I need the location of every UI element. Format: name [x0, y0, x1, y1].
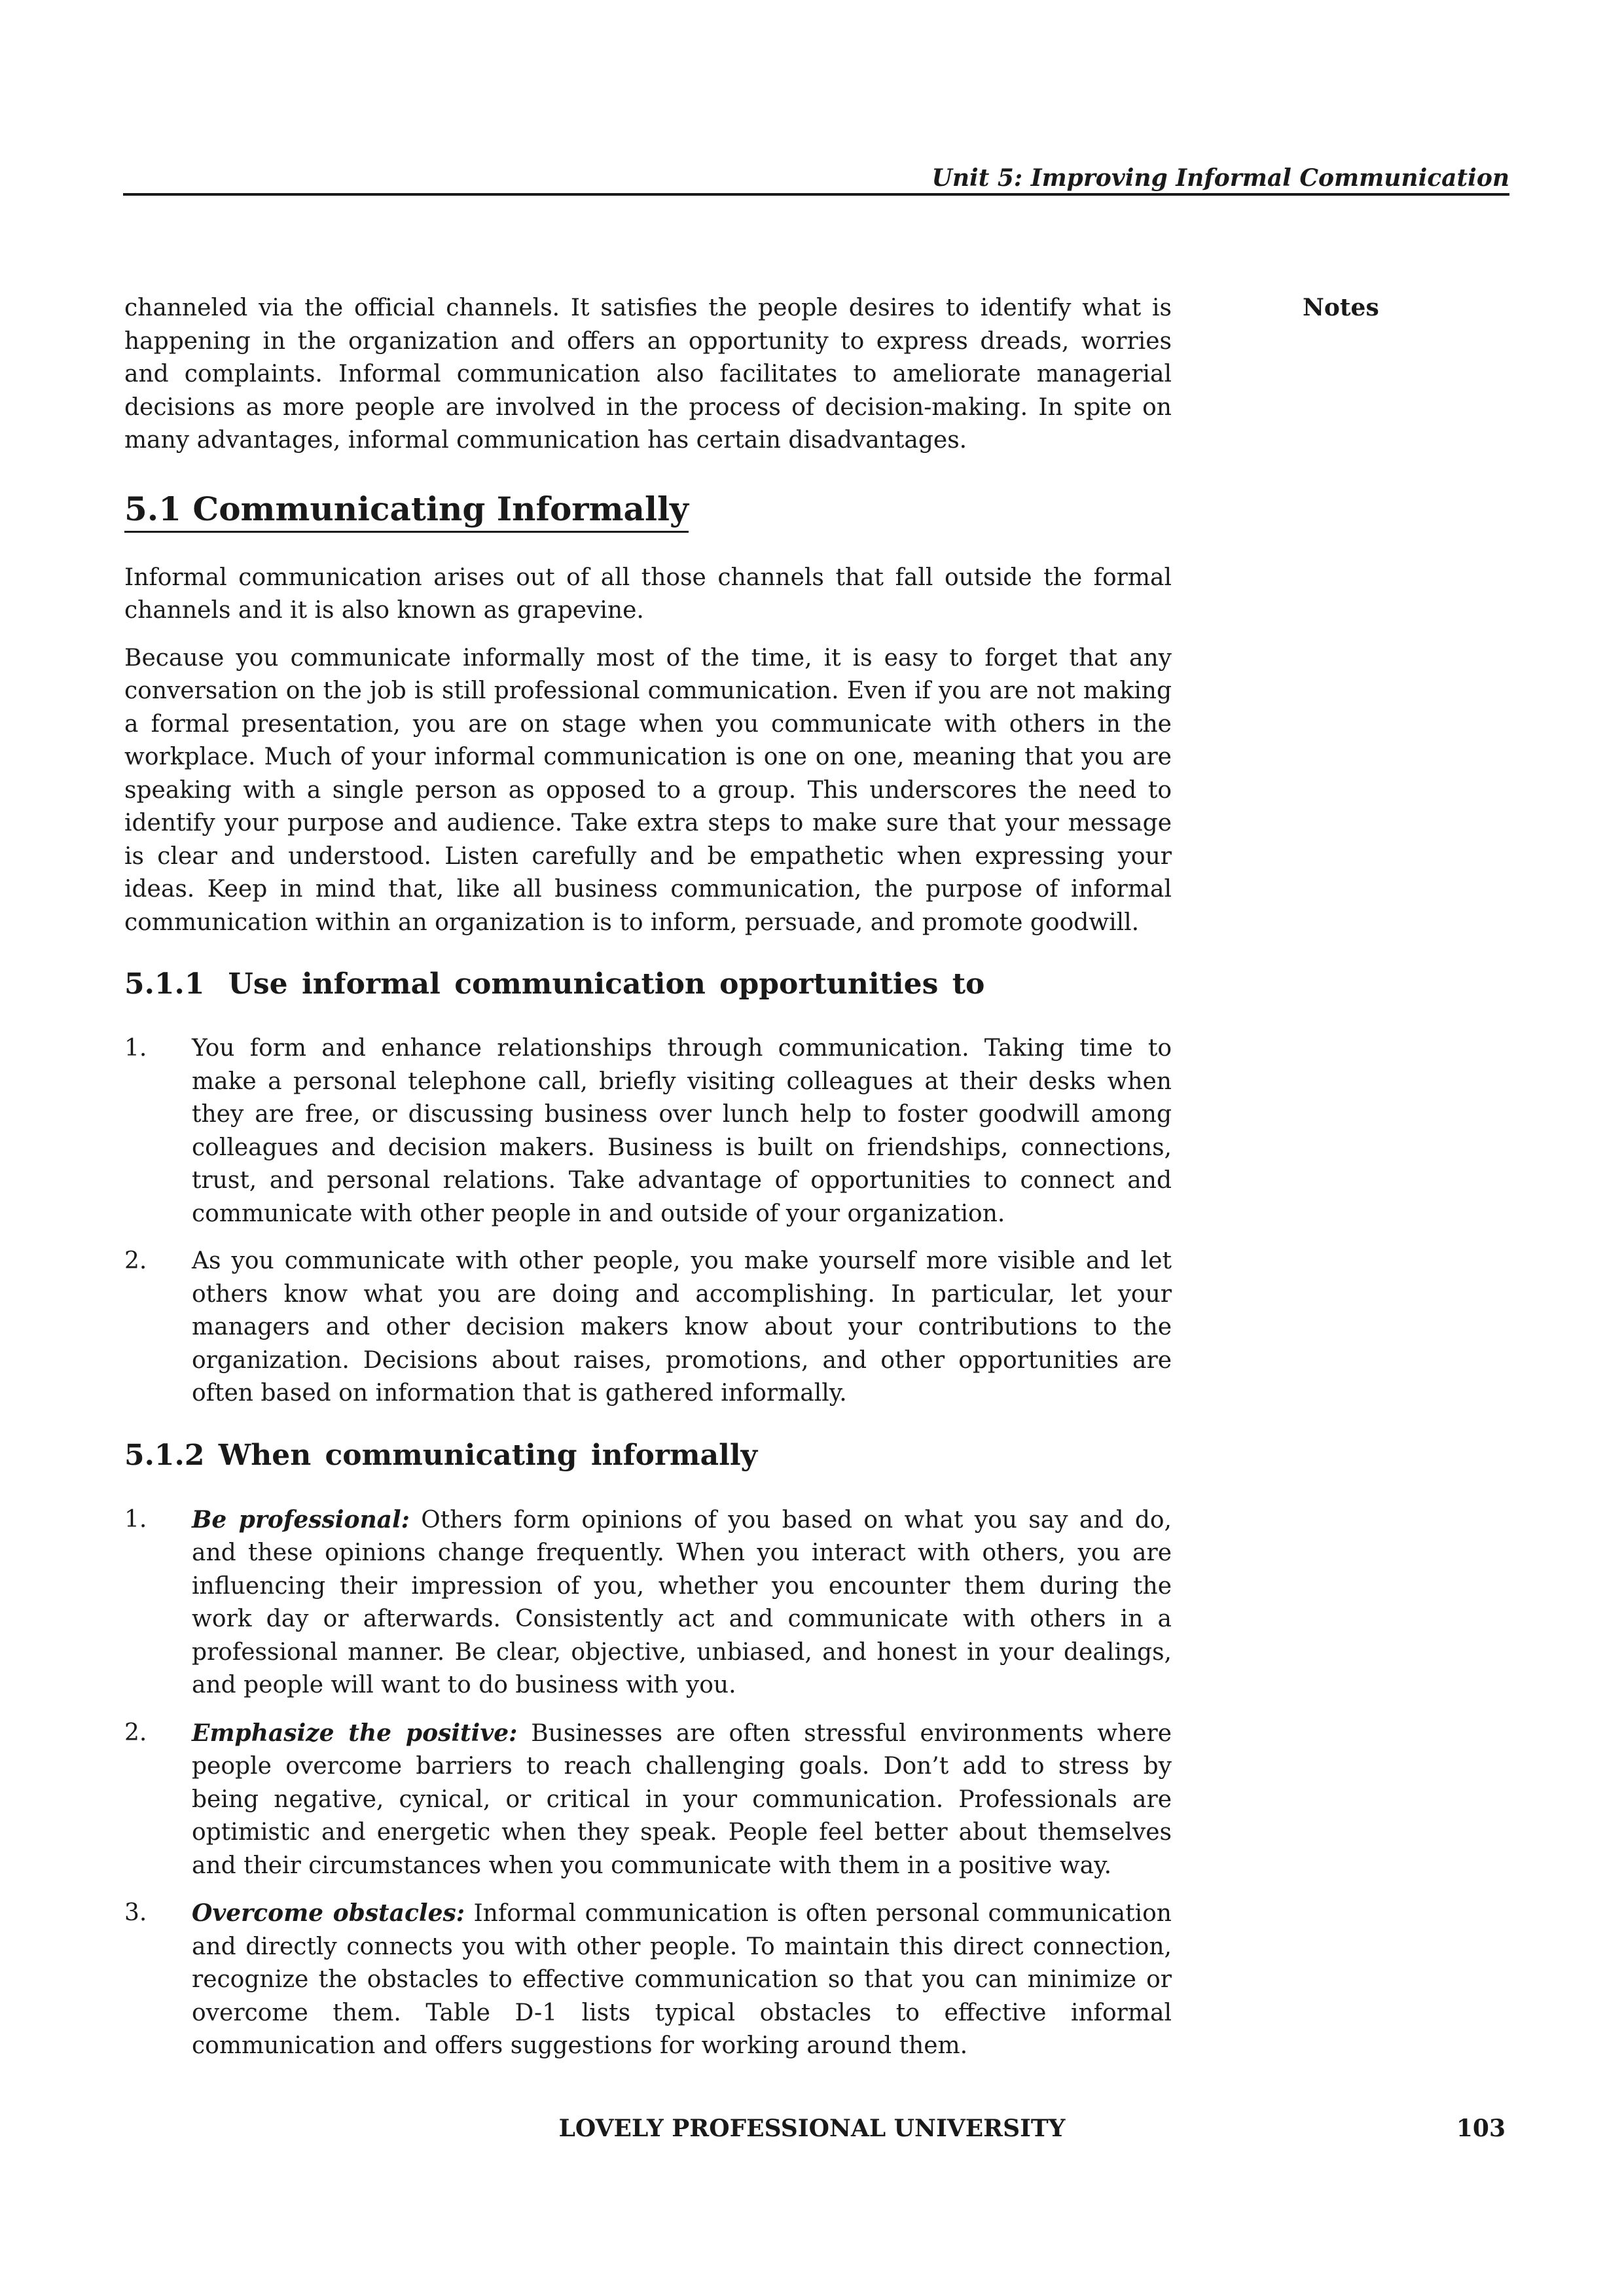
list-item — [124, 1717, 1172, 1883]
list-item-text: You form and enhance relationships through communication. Taking time to make a personal telephone call, briefly visiting colleagues at their desks when they are free, or discussing business over lunch help to foster goodwill among colleagues and decision makers. Business is built on friendships, connections, trust, and personal relations. Take advantage of opportunities to connect and communicate with other people in and outside of your organization. — [192, 1035, 1172, 1227]
list-5-1-1 — [124, 1032, 1172, 1410]
list-item-text — [192, 1503, 1172, 1702]
page-number: 103 — [1456, 2115, 1506, 2142]
list-item-lead: Be professional: — [192, 1505, 410, 1534]
list-item-number: 1. — [124, 1505, 147, 1533]
list-item-body: Businesses are often stressful environments where people overcome barriers to reach challenging goals. Don’t add to stress by being negative, cynical, or critical in your communication. Professionals are optimistic and energetic when they speak. People feel better about themselves and their circumstances when you communicate with them in a positive way. — [192, 1719, 1172, 1879]
header-rule — [123, 193, 1509, 196]
list-item-text — [192, 1717, 1172, 1883]
main-content — [124, 292, 1172, 2063]
list-item-text — [192, 1897, 1172, 2063]
footer-university: LOVELY PROFESSIONAL UNIVERSITY — [558, 2115, 1066, 2142]
list-item-body: Informal communication is often personal communication and directly connects you with other people. To maintain this direct connection, recognize the obstacles to effective communication so that you can minimize or overcome them. Table D-1 lists typical obstacles to effective informal communication and offers suggestions for working around them. — [192, 1900, 1172, 2059]
section-heading-5-1: 5.1 Communicating Informally — [124, 489, 689, 533]
list-item-number: 3. — [124, 1899, 147, 1926]
list-item-number: 2. — [124, 1247, 147, 1274]
section-heading-5-1-1 — [124, 965, 1172, 1003]
list-item-number: 1. — [124, 1035, 147, 1062]
list-item-body: Others form opinions of you based on what you say and do, and these opinions change frequently. When you interact with others, you are influencing their impression of you, whether you encounter them during the work day or afterwards. Consistently act and communicate with others in a professional manner. Be clear, objective, unbiased, and honest in your dealings, and people will want to do business with you. — [192, 1506, 1172, 1698]
list-item-lead: Overcome obstacles: — [192, 1899, 465, 1927]
section-heading-5-1-2: 5.1.2 When communicating informally — [124, 1438, 758, 1472]
section-5-1-paragraph-1: Informal communication arises out of all those channels that fall outside the formal channels and it is also known as grapevine. — [124, 564, 1172, 624]
section-5-1-paragraph-2: Because you communicate informally most of the time, it is easy to forget that any conversation on the job is still professional communication. Even if you are not making a formal presentation, you are on stage when you communicate with others in the workplace. Much of your informal communication is one on one, meaning that you are speaking with a single person as opposed to a group. This underscores the need to identify your purpose and audience. Take extra steps to make sure that your message is clear and understood. Listen carefully and be empathetic when expressing your ideas. Keep in mind that, like all business communication, the purpose of informal communication within an organization is to inform, persuade, and promote goodwill. — [124, 644, 1172, 936]
list-item-number: 2. — [124, 1719, 147, 1746]
list-item — [124, 1245, 1172, 1410]
running-header-title: Unit 5: Improving Informal Communication — [931, 164, 1509, 192]
list-item-lead: Emphasize the positive: — [192, 1719, 518, 1747]
list-item — [124, 1503, 1172, 1702]
list-5-1-2 — [124, 1503, 1172, 2063]
list-item — [124, 1897, 1172, 2063]
intro-paragraph: channeled via the official channels. It satisfies the people desires to identify what is happening in the organization and offers an opportunity to express dreads, worries and complaints. Informal communication also facilitates to ameliorate managerial decisions as more people are involved in the process of decision-making. In spite on many advantages, informal communication has certain disadvantages. — [124, 295, 1172, 454]
list-item-text: As you communicate with other people, you make yourself more visible and let others know what you are doing and accomplishing. In particular, let your managers and other decision makers know about your contributions to the organization. Decisions about raises, promotions, and other opportunities are often based on information that is gathered informally. — [192, 1247, 1172, 1407]
notes-margin-label: Notes — [1303, 294, 1379, 321]
section-title: Use informal communication opportunities to — [228, 967, 985, 1001]
list-item — [124, 1032, 1172, 1230]
section-number: 5.1.1 — [124, 967, 205, 1001]
